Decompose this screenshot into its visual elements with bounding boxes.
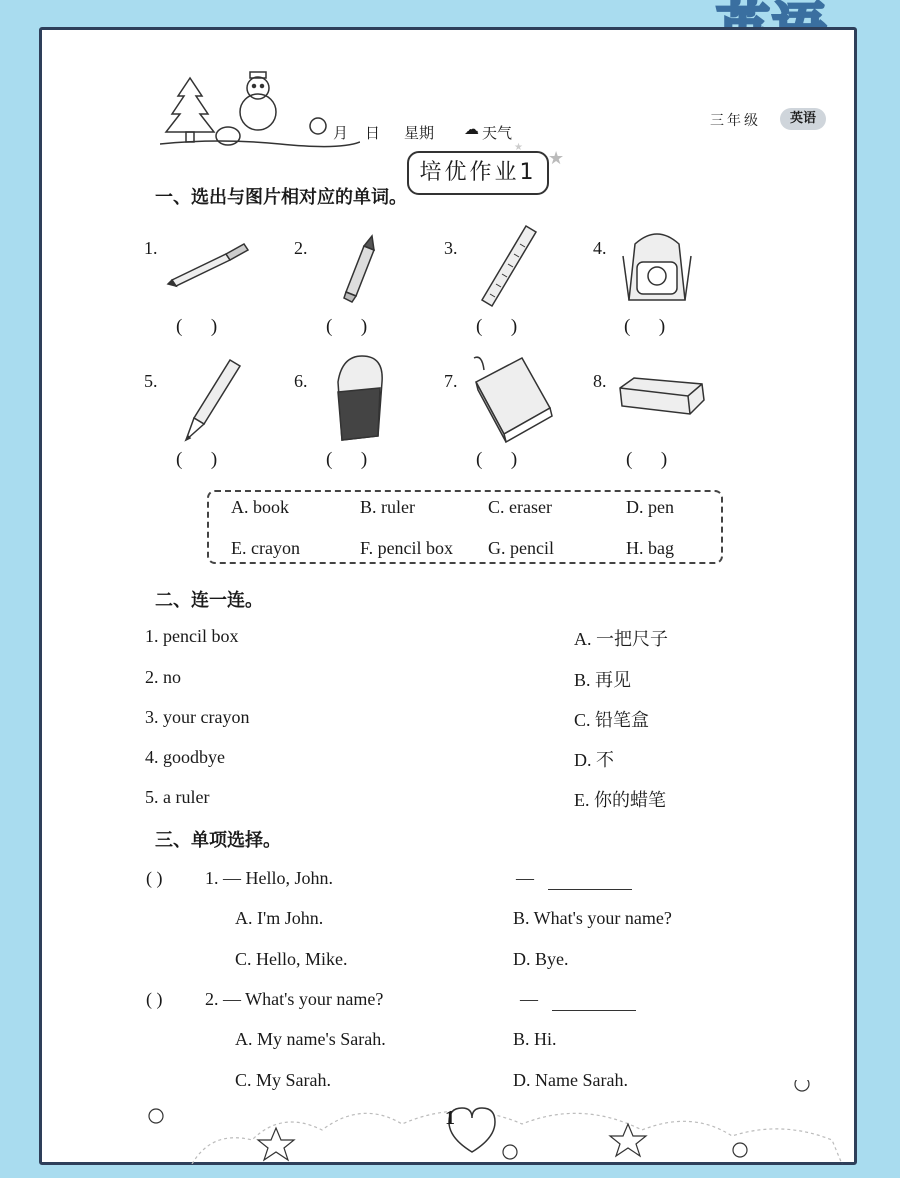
word-option: F. pencil box: [360, 538, 454, 558]
answer-paren[interactable]: ( ): [146, 989, 163, 1009]
word-option: C. eraser: [488, 497, 552, 517]
answer-paren[interactable]: ( ): [476, 316, 518, 337]
answer-paren[interactable]: ( ): [146, 868, 163, 888]
word-option: E. crayon: [231, 538, 300, 558]
month-label: 月: [333, 124, 349, 142]
answer-paren[interactable]: ( ): [326, 316, 368, 337]
answer-blank[interactable]: [548, 889, 632, 890]
weather-label: 天气: [482, 124, 513, 142]
item-number: 6.: [294, 371, 308, 391]
grade-subject-badge: 英语: [780, 108, 826, 130]
reply-dash: —: [520, 989, 538, 1009]
match-left-item[interactable]: 4. goodbye: [145, 747, 225, 767]
answer-paren[interactable]: ( ): [326, 449, 368, 470]
page-number: 1: [445, 1107, 455, 1129]
word-option: G. pencil: [488, 538, 554, 558]
ruler-icon: [476, 222, 542, 308]
pencil-box-icon: [616, 374, 708, 420]
match-left-item[interactable]: 2. no: [145, 667, 181, 687]
crayon-icon: [334, 232, 384, 304]
item-number: 8.: [593, 371, 607, 391]
christmas-decoration-icon: [160, 70, 360, 150]
match-left-item[interactable]: 5. a ruler: [145, 787, 210, 807]
item-number: 2.: [294, 238, 308, 258]
answer-paren[interactable]: ( ): [626, 449, 668, 470]
answer-paren[interactable]: ( ): [476, 449, 518, 470]
item-number: 7.: [444, 371, 458, 391]
match-right-item[interactable]: B. 再见: [574, 670, 632, 690]
match-left-item[interactable]: 1. pencil box: [145, 626, 239, 646]
word-option: A. book: [231, 497, 289, 517]
word-bank: [207, 490, 723, 564]
day-label: 日: [365, 124, 381, 142]
match-right-item[interactable]: D. 不: [574, 750, 614, 770]
option-d[interactable]: D. Name Sarah.: [513, 1070, 628, 1090]
bag-icon: [615, 226, 699, 308]
answer-paren[interactable]: ( ): [176, 449, 218, 470]
option-d[interactable]: D. Bye.: [513, 949, 569, 969]
item-number: 4.: [593, 238, 607, 258]
answer-paren[interactable]: ( ): [624, 316, 666, 337]
section1-title: 一、选出与图片相对应的单词。: [155, 187, 407, 208]
section3-title: 三、单项选择。: [155, 830, 281, 851]
option-b[interactable]: B. Hi.: [513, 1029, 557, 1049]
option-a[interactable]: A. My name's Sarah.: [235, 1029, 386, 1049]
word-option: H. bag: [626, 538, 674, 558]
worksheet-page: [39, 27, 857, 1165]
eraser-icon: [328, 352, 392, 444]
pen-icon: [166, 236, 252, 288]
worksheet-title: 培优作业1: [407, 151, 549, 195]
word-option: D. pen: [626, 497, 674, 517]
star-icon: ★: [514, 142, 523, 153]
item-number: 3.: [444, 238, 458, 258]
answer-blank[interactable]: [552, 1010, 636, 1011]
item-number: 5.: [144, 371, 158, 391]
question-text: 1. — Hello, John.: [205, 868, 333, 888]
cloud-icon: ☁: [464, 122, 479, 138]
reply-dash: —: [516, 868, 534, 888]
option-c[interactable]: C. Hello, Mike.: [235, 949, 348, 969]
word-option: B. ruler: [360, 497, 415, 517]
answer-paren[interactable]: ( ): [176, 316, 218, 337]
question-text: 2. — What's your name?: [205, 989, 384, 1009]
week-label: 星期: [404, 124, 435, 142]
match-right-item[interactable]: C. 铅笔盒: [574, 710, 650, 730]
pencil-icon: [176, 352, 246, 444]
grade-label: 三年级: [710, 113, 761, 129]
option-c[interactable]: C. My Sarah.: [235, 1070, 331, 1090]
match-right-item[interactable]: E. 你的蜡笔: [574, 790, 666, 810]
item-number: 1.: [144, 238, 158, 258]
section2-title: 二、连一连。: [155, 590, 263, 611]
match-right-item[interactable]: A. 一把尺子: [574, 629, 668, 649]
match-left-item[interactable]: 3. your crayon: [145, 707, 250, 727]
option-b[interactable]: B. What's your name?: [513, 908, 672, 928]
star-icon: ★: [548, 148, 565, 168]
option-a[interactable]: A. I'm John.: [235, 908, 324, 928]
book-icon: [470, 350, 556, 444]
